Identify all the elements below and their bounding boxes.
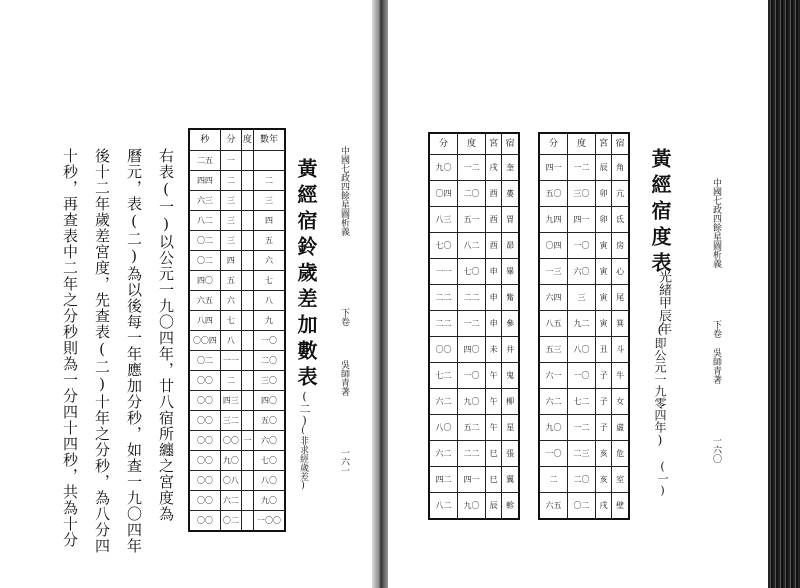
table-cell [241,391,253,411]
table-cell: 申 [485,259,501,285]
table-row [429,441,519,467]
table-cell: 昴 [502,233,519,259]
table-cell: 軫 [502,493,519,520]
table-cell: 一 [220,151,241,171]
table-cell: 三 [568,285,596,311]
table-cell: 六〇 [568,259,596,285]
table-cell: 〇二 [189,351,220,371]
table-cell: 一二 [458,155,486,181]
table-cell: 四〇 [189,271,220,291]
table-cell: 六二 [220,491,241,511]
table-cell: 六五 [539,493,568,520]
table-cell [241,331,253,351]
column-header: 宿 [502,133,519,155]
table-cell: 房 [612,233,629,259]
table-cell: 八〇 [429,415,458,441]
table-cell: 一〇 [254,331,285,351]
table-cell: 九〇 [254,491,285,511]
left-page-number: 一六一 [339,448,349,475]
table-row [539,415,629,441]
table-cell [241,151,253,171]
table-cell: 三 [254,191,285,211]
table-cell: 戌 [485,155,501,181]
left-page-author: 吳師青著 [339,360,349,396]
table-cell: 壁 [612,493,629,520]
table-cell: 斗 [612,337,629,363]
table-cell [254,151,285,171]
table-row [539,441,629,467]
table-cell: 八二 [429,493,458,520]
table-row [429,311,519,337]
table-cell: 九〇 [539,415,568,441]
table-cell: 二二 [429,285,458,311]
table-cell: 觜 [502,285,519,311]
left-page [0,8,372,580]
table-cell: 四四 [189,171,220,191]
table-cell: 六〇 [254,431,285,451]
table-cell: 子 [595,415,611,441]
table-cell: 二五 [189,151,220,171]
table-cell: 胃 [502,207,519,233]
table-cell: 九〇 [458,389,486,415]
table-cell: 二三 [568,441,596,467]
table-cell: 戌 [595,493,611,520]
right-table-date: (即公元一九零四年) [653,323,667,447]
table-row [429,181,519,207]
table-cell: 八 [220,331,241,351]
table-cell [241,371,253,391]
table-cell: 翼 [502,467,519,493]
table-cell: 女 [612,389,629,415]
table-row [539,337,629,363]
table-cell: 巳 [485,467,501,493]
table-cell: 午 [485,415,501,441]
right-page-number: 一六〇 [711,436,721,463]
table-row [539,155,629,181]
table-cell: 〇二 [568,493,596,520]
table-row [189,451,285,471]
table-cell: 卯 [595,207,611,233]
table-cell: 六二 [539,389,568,415]
table-cell: 八三 [429,207,458,233]
table-cell: 八五 [539,311,568,337]
table-cell: 角 [612,155,629,181]
table-cell: 四一 [458,467,486,493]
table-cell: 寅 [595,285,611,311]
table-cell: 酉 [485,207,501,233]
table-row [189,311,285,331]
table-row [189,511,285,532]
table-cell: 六三 [189,191,220,211]
table-cell: 氐 [612,207,629,233]
table-cell: 三 [220,231,241,251]
table-row [429,493,519,520]
table-cell: 八四 [189,311,220,331]
table-cell [241,511,253,532]
table-cell: 一〇 [568,233,596,259]
table-cell: 亥 [595,441,611,467]
table-cell: 子 [595,389,611,415]
table-cell: 午 [485,363,501,389]
table-cell: 三二 [220,411,241,431]
table-row [429,207,519,233]
table-cell: 九〇 [220,451,241,471]
table-row [539,311,629,337]
table-cell: 七〇 [458,259,486,285]
table-cell: 四〇 [458,337,486,363]
table-cell: 〇〇 [220,431,241,451]
table-cell: 〇〇 [189,371,220,391]
table-cell: 六五 [189,291,220,311]
table-cell: 八〇 [254,471,285,491]
column-header: 分 [220,129,241,151]
table-cell: 危 [612,441,629,467]
table-cell: 尾 [612,285,629,311]
table-cell: 婁 [502,181,519,207]
table-row [429,337,519,363]
table-cell: 辰 [485,493,501,520]
table-cell: 〇二 [189,231,220,251]
table-row [189,491,285,511]
table-row [539,467,629,493]
table-cell: 辰 [595,155,611,181]
table-cell: 四二 [429,467,458,493]
table-cell: 五 [220,271,241,291]
table-cell: 寅 [595,259,611,285]
table-cell: 二 [539,467,568,493]
table-cell: 六 [254,251,285,271]
right-page-book-title: 中國七政四餘星圖析義 [711,178,721,268]
left-page-book-title: 中國七政四餘星圖析義 [339,146,349,236]
table-cell: 六一 [539,363,568,389]
column-header: 分 [429,133,458,155]
book-gutter [372,0,388,588]
table-cell: 卯 [595,181,611,207]
table-cell: 一三 [539,259,568,285]
table-cell: 心 [612,259,629,285]
table-cell: 柳 [502,389,519,415]
table-cell [241,351,253,371]
table-cell: 一〇 [539,441,568,467]
table-cell [241,211,253,231]
table-row [189,231,285,251]
table-cell: 奎 [502,155,519,181]
precession-increment-table [188,128,286,532]
table-row [429,259,519,285]
table-cell: 二 [220,171,241,191]
table-cell: 一二 [458,311,486,337]
table-cell: 箕 [612,311,629,337]
table-cell: 〇〇 [189,391,220,411]
table-row [539,285,629,311]
table-cell: 四 [254,211,285,231]
table-cell: 九 [254,311,285,331]
left-table-title: 黃經宿鈴歲差加數表 [294,158,318,392]
table-cell: 〇二 [189,251,220,271]
table-cell: 二二 [458,285,486,311]
table-cell: 三〇 [568,181,596,207]
table-cell: 二〇 [568,467,596,493]
column-header: 度 [241,129,253,151]
column-header: 度 [568,133,596,155]
table-cell: 亥 [595,467,611,493]
table-cell: 二〇 [458,181,486,207]
table-cell: 三 [220,211,241,231]
paragraph-line: 十秒，再查表中二年之分秒則為一分四十四秒，共為十分 [61,148,79,548]
table-cell: 〇〇 [429,337,458,363]
table-cell: 八二 [189,211,220,231]
right-page-author: 吳師青著 [711,348,721,384]
column-header: 宿 [612,133,629,155]
table-header-row [429,133,519,155]
table-cell: 二二 [429,311,458,337]
table-cell: 九二 [568,311,596,337]
table-row [189,351,285,371]
table-row [429,233,519,259]
table-cell: 一〇〇 [254,511,285,532]
table-row [429,467,519,493]
table-cell [241,411,253,431]
table-cell: 一二 [568,415,596,441]
paragraph-line: 右表(一)以公元一九〇四年，廿八宿所纏之宮度為 [157,148,175,522]
table-cell: 〇〇 [189,411,220,431]
table-cell: 七 [220,311,241,331]
table-cell: 〇〇四 [189,331,220,351]
table-cell: 五一 [458,207,486,233]
table-cell: 申 [485,285,501,311]
table-cell: 寅 [595,233,611,259]
table-cell: 二 [254,171,285,191]
table-cell: 七二 [429,363,458,389]
table-row [189,151,285,171]
table-cell: 三 [220,191,241,211]
table-cell: 六 [220,291,241,311]
table-cell: 五二 [458,415,486,441]
page-stack-edge [768,0,800,588]
table-row [189,431,285,451]
table-cell: 〇〇 [189,511,220,532]
table-cell: 四 [220,251,241,271]
table-cell: 五〇 [254,411,285,431]
table-cell: 亢 [612,181,629,207]
table-cell: 〇四 [539,233,568,259]
table-cell: 張 [502,441,519,467]
table-cell: 牛 [612,363,629,389]
table-cell: 一一 [220,351,241,371]
table-cell: 九四 [539,207,568,233]
table-cell: 五 [254,231,285,251]
table-cell [241,291,253,311]
column-header: 宮 [595,133,611,155]
table-cell: 三〇 [254,371,285,391]
table-cell: 一一 [429,259,458,285]
table-cell: 五〇 [539,181,568,207]
table-cell: 五三 [539,337,568,363]
table-row [539,493,629,520]
table-row [189,251,285,271]
right-table-title: 黃經宿度表 [648,148,672,278]
column-header: 數年 [254,129,285,151]
table-row [429,285,519,311]
table-cell: 四一 [539,155,568,181]
table-cell: 四一 [568,207,596,233]
table-cell [241,191,253,211]
table-cell: 〇四 [429,181,458,207]
table-cell: 四三 [220,391,241,411]
table-row [539,389,629,415]
table-cell: 室 [612,467,629,493]
table-cell: 〇二 [220,511,241,532]
table-cell: 巳 [485,441,501,467]
table-cell: 〇八 [220,471,241,491]
table-row [429,415,519,441]
table-cell [241,271,253,291]
table-cell [241,451,253,471]
table-cell: 八二 [458,233,486,259]
table-cell: 虛 [612,415,629,441]
table-header-row [189,129,285,151]
table-cell: 〇〇 [189,431,220,451]
table-header-row [539,133,629,155]
table-cell: 四〇 [254,391,285,411]
table-cell: 七〇 [254,451,285,471]
right-table-era: 光緒甲辰年 [656,270,671,335]
table-row [539,207,629,233]
column-header: 秒 [189,129,220,151]
table-row [189,291,285,311]
table-cell: 參 [502,311,519,337]
left-table-subtitle: (非求經歲差) [298,426,308,491]
table-cell: 八 [254,291,285,311]
right-page [388,8,768,580]
table-row [189,191,285,211]
table-cell [241,491,253,511]
table-row [189,271,285,291]
table-row [539,181,629,207]
table-cell [241,171,253,191]
table-cell [241,311,253,331]
table-row [189,391,285,411]
table-row [189,171,285,191]
table-cell: 酉 [485,181,501,207]
table-cell: 六二 [429,441,458,467]
table-cell: 一〇 [458,363,486,389]
table-row [189,411,285,431]
table-cell [241,471,253,491]
table-cell: 二〇 [254,351,285,371]
table-row [539,363,629,389]
table-cell: 一 [241,431,253,451]
table-cell: 丑 [595,337,611,363]
lunar-mansion-table-a [538,132,630,520]
table-cell: 子 [595,363,611,389]
table-cell: 六四 [539,285,568,311]
table-cell: 二二 [458,441,486,467]
table-cell: 七 [254,271,285,291]
column-header: 宮 [485,133,501,155]
table-cell: 六二 [429,389,458,415]
table-row [539,259,629,285]
table-row [429,363,519,389]
table-cell: 七〇 [429,233,458,259]
table-row [189,471,285,491]
column-header: 度 [458,133,486,155]
table-cell: 鬼 [502,363,519,389]
table-cell: 二 [220,371,241,391]
table-cell: 一〇 [568,363,596,389]
table-cell: 九〇 [458,493,486,520]
table-row [189,211,285,231]
table-cell: 井 [502,337,519,363]
table-cell: 酉 [485,233,501,259]
table-cell: 午 [485,389,501,415]
table-cell: 七二 [568,389,596,415]
table-cell [241,251,253,271]
table-row [189,371,285,391]
table-cell: 八〇 [568,337,596,363]
lunar-mansion-table-b [428,132,520,520]
table-cell: 星 [502,415,519,441]
table-cell: 〇〇 [189,451,220,471]
table-row [189,331,285,351]
table-cell: 九〇 [429,155,458,181]
table-cell: 申 [485,311,501,337]
left-page-section: 下卷 [339,308,349,326]
table-row [539,233,629,259]
table-row [429,389,519,415]
table-cell: 未 [485,337,501,363]
table-cell: 〇〇 [189,471,220,491]
right-page-section: 下卷 [711,320,721,338]
table-cell: 一二 [568,155,596,181]
paragraph-line: 後十二年歲差宮度，先查表(二)十年之分秒，為八分四 [93,148,111,554]
right-table-number: (一) [656,460,669,497]
table-cell [241,231,253,251]
table-cell: 畢 [502,259,519,285]
table-cell: 〇〇 [189,491,220,511]
table-cell: 寅 [595,311,611,337]
left-table-number: (二) [298,390,311,427]
column-header: 分 [539,133,568,155]
table-row [429,155,519,181]
paragraph-line: 曆元，表(二)為以後每一年應加分秒，如查一九〇四年 [125,148,143,554]
